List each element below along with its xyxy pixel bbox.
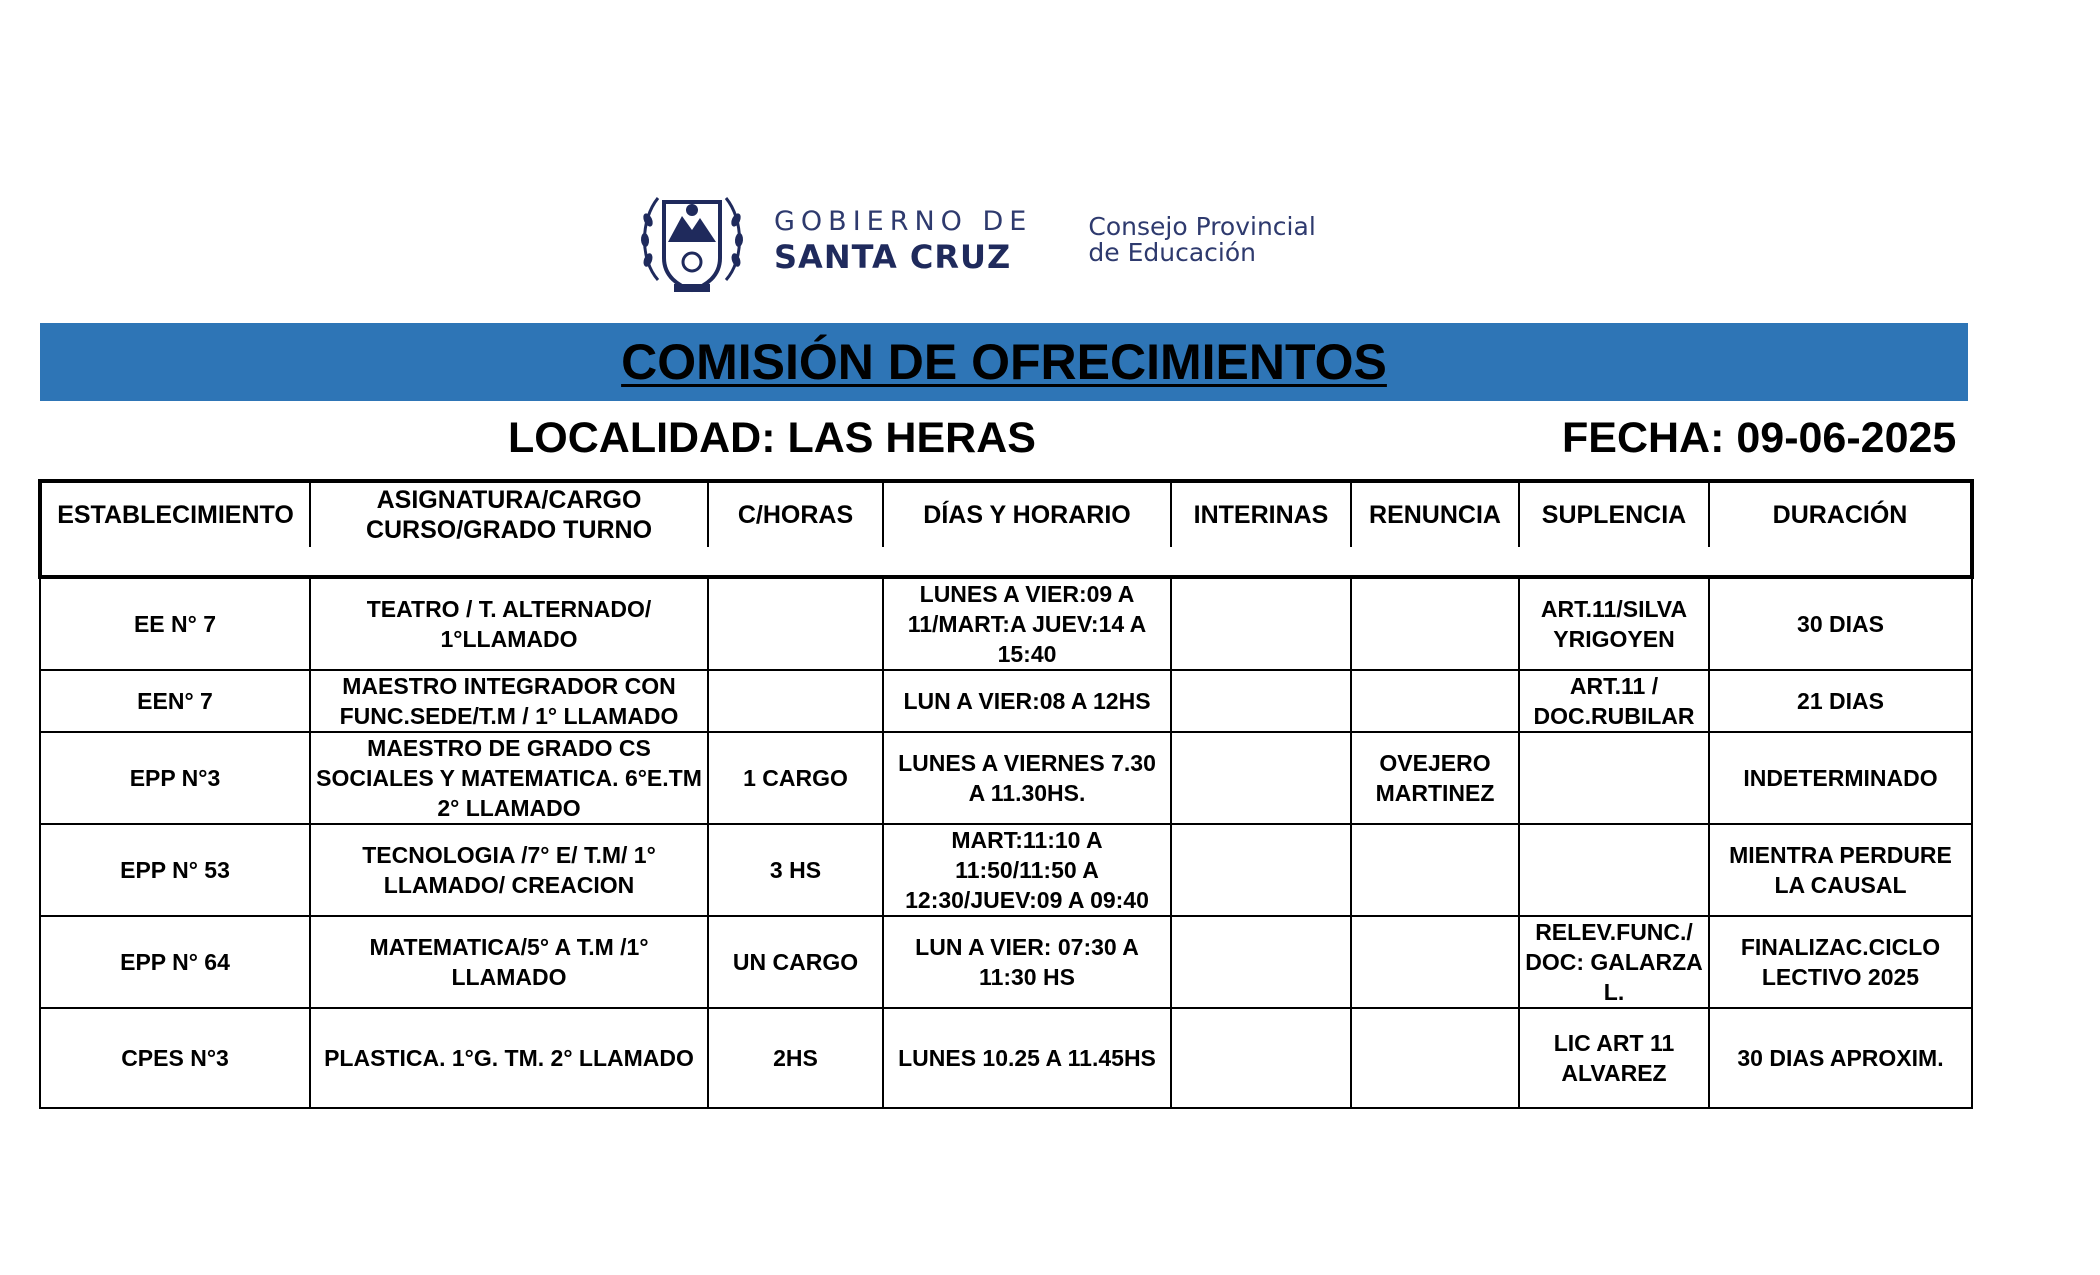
cell-establecimiento xyxy=(40,670,310,732)
cell-c-horas xyxy=(708,670,883,732)
cell-duracion xyxy=(1709,577,1972,670)
cell-text: 11:50/11:50 A xyxy=(955,857,1099,883)
cell-establecimiento xyxy=(40,916,310,1008)
header-text: CURSO/GRADO TURNO xyxy=(365,516,653,544)
cell-renuncia xyxy=(1351,670,1519,732)
date-label: FECHA: 09-06-2025 xyxy=(1562,414,1957,462)
cell-renuncia xyxy=(1351,1008,1519,1108)
header-spacer-cell xyxy=(1351,547,1519,577)
cell-duracion xyxy=(1709,732,1972,824)
cell-text: A 11.30HS. xyxy=(968,780,1086,806)
column-header-asignatura xyxy=(310,481,708,547)
cell-text: INDETERMINADO xyxy=(1743,765,1938,791)
cell-text: 15:40 xyxy=(997,641,1057,667)
cell-text: 11/MART:A JUEV:14 A xyxy=(907,611,1147,637)
cell-c-horas xyxy=(708,824,883,916)
cell-text: YRIGOYEN xyxy=(1553,626,1675,652)
header-spacer-cell xyxy=(1171,547,1351,577)
table-row xyxy=(40,916,1972,1008)
government-line-2: SANTA CRUZ xyxy=(774,237,1012,276)
cell-interinas xyxy=(1171,1008,1351,1108)
cell-asignatura xyxy=(310,916,708,1008)
cell-c-horas xyxy=(708,577,883,670)
government-line-1: GOBIERNO DE xyxy=(774,205,1033,237)
cell-suplencia xyxy=(1519,577,1709,670)
header-spacer-cell xyxy=(310,547,708,577)
cell-suplencia xyxy=(1519,824,1709,916)
cell-suplencia xyxy=(1519,1008,1709,1108)
table-header-row xyxy=(40,481,1972,547)
cell-asignatura xyxy=(310,732,708,824)
province-seal-icon xyxy=(638,180,746,300)
cell-text: LECTIVO 2025 xyxy=(1761,964,1920,990)
column-header-c-horas xyxy=(708,481,883,547)
cell-interinas xyxy=(1171,916,1351,1008)
cell-text: 11:30 HS xyxy=(979,964,1075,990)
table-row xyxy=(40,824,1972,916)
cell-text: LUN A VIER:08 A 12HS xyxy=(903,688,1151,714)
cell-asignatura xyxy=(310,577,708,670)
header-text: C/HORAS xyxy=(737,501,854,529)
column-header-interinas xyxy=(1171,481,1351,547)
cell-asignatura xyxy=(310,670,708,732)
cell-text: SOCIALES Y MATEMATICA. 6°E.TM xyxy=(316,765,702,791)
cell-text: 3 HS xyxy=(769,857,822,883)
column-header-duracion xyxy=(1709,481,1972,547)
header-text: RENUNCIA xyxy=(1369,501,1501,529)
cell-suplencia xyxy=(1519,670,1709,732)
cell-renuncia xyxy=(1351,824,1519,916)
cell-suplencia xyxy=(1519,732,1709,824)
table-row xyxy=(40,732,1972,824)
header-text: INTERINAS xyxy=(1193,501,1329,529)
cell-text: EPP N°3 xyxy=(129,765,221,791)
cell-c-horas xyxy=(708,916,883,1008)
cell-interinas xyxy=(1171,670,1351,732)
cell-text: LUNES 10.25 A 11.45HS xyxy=(898,1045,1156,1071)
cell-duracion xyxy=(1709,670,1972,732)
table-row xyxy=(40,577,1972,670)
header-spacer-cell xyxy=(1519,547,1709,577)
cell-interinas xyxy=(1171,732,1351,824)
cell-dias-horario xyxy=(883,824,1171,916)
cell-suplencia xyxy=(1519,916,1709,1008)
cell-text: ART.11/SILVA xyxy=(1540,596,1688,622)
header-spacer-cell xyxy=(40,547,310,577)
cell-dias-horario xyxy=(883,732,1171,824)
column-header-dias-horario xyxy=(883,481,1171,547)
header-logo-area xyxy=(638,180,1316,300)
header-text: ESTABLECIMIENTO xyxy=(57,501,294,529)
cell-text: 1°LLAMADO xyxy=(440,626,578,652)
cell-text: LLAMADO/ CREACION xyxy=(383,872,635,898)
cell-text: MATEMATICA/5° A T.M /1° xyxy=(369,934,649,960)
cell-duracion xyxy=(1709,916,1972,1008)
cell-text: MAESTRO INTEGRADOR CON xyxy=(342,673,676,699)
header-spacer-cell xyxy=(708,547,883,577)
cell-text: CPES N°3 xyxy=(121,1045,229,1071)
cell-text: 2° LLAMADO xyxy=(437,795,581,821)
cell-text: FUNC.SEDE/T.M / 1° LLAMADO xyxy=(339,703,679,729)
cell-text: 2HS xyxy=(773,1045,818,1071)
cell-text: 1 CARGO xyxy=(743,765,848,791)
cell-text: LA CAUSAL xyxy=(1774,872,1907,898)
cell-c-horas xyxy=(708,732,883,824)
cell-text: ALVAREZ xyxy=(1561,1060,1667,1086)
cell-text: EPP N° 64 xyxy=(120,949,230,975)
cell-establecimiento xyxy=(40,824,310,916)
header-text: SUPLENCIA xyxy=(1541,501,1687,529)
cell-renuncia xyxy=(1351,916,1519,1008)
cell-text: FINALIZAC.CICLO xyxy=(1740,934,1941,960)
cell-asignatura xyxy=(310,1008,708,1108)
cell-text: MAESTRO DE GRADO CS xyxy=(367,735,651,761)
cell-text: MARTINEZ xyxy=(1375,780,1495,806)
cell-establecimiento xyxy=(40,732,310,824)
offers-table xyxy=(38,479,1974,1109)
cell-text: 30 DIAS xyxy=(1797,611,1884,637)
cell-interinas xyxy=(1171,577,1351,670)
cell-text: LUN A VIER: 07:30 A xyxy=(915,934,1139,960)
header-spacer-cell xyxy=(1709,547,1972,577)
cell-duracion xyxy=(1709,1008,1972,1108)
cell-text: EE N° 7 xyxy=(133,611,217,637)
cell-text: DOC: GALARZA xyxy=(1525,949,1703,975)
cell-establecimiento xyxy=(40,1008,310,1108)
cell-text: LUNES A VIERNES 7.30 xyxy=(898,750,1156,776)
cell-text: 30 DIAS APROXIM. xyxy=(1737,1045,1944,1071)
cell-text: LLAMADO xyxy=(451,964,567,990)
government-name xyxy=(774,205,1033,276)
cell-renuncia xyxy=(1351,732,1519,824)
council-line-1: Consejo Provincial xyxy=(1088,211,1316,241)
cell-dias-horario xyxy=(883,1008,1171,1108)
page-title: COMISIÓN DE OFRECIMIENTOS xyxy=(621,334,1387,390)
cell-text: OVEJERO xyxy=(1379,750,1491,776)
cell-dias-horario xyxy=(883,916,1171,1008)
cell-text: RELEV.FUNC./ xyxy=(1535,919,1693,945)
cell-text: LUNES A VIER:09 A xyxy=(919,581,1135,607)
cell-text: EEN° 7 xyxy=(137,688,213,714)
column-header-establecimiento xyxy=(40,481,310,547)
cell-text: EPP N° 53 xyxy=(120,857,230,883)
table-row xyxy=(40,670,1972,732)
header-spacer-cell xyxy=(883,547,1171,577)
cell-text: TECNOLOGIA /7° E/ T.M/ 1° xyxy=(362,842,656,868)
cell-text: TEATRO / T. ALTERNADO/ xyxy=(366,596,652,622)
title-banner xyxy=(40,323,1968,401)
table-row xyxy=(40,1008,1972,1108)
cell-interinas xyxy=(1171,824,1351,916)
cell-establecimiento xyxy=(40,577,310,670)
column-header-renuncia xyxy=(1351,481,1519,547)
cell-c-horas xyxy=(708,1008,883,1108)
locality-label: LOCALIDAD: LAS HERAS xyxy=(508,414,1036,462)
cell-asignatura xyxy=(310,824,708,916)
header-text: DÍAS Y HORARIO xyxy=(923,501,1131,529)
cell-dias-horario xyxy=(883,670,1171,732)
council-line-2: de Educación xyxy=(1088,238,1256,267)
cell-text: LIC ART 11 xyxy=(1553,1030,1675,1056)
cell-duracion xyxy=(1709,824,1972,916)
cell-text: 21 DIAS xyxy=(1797,688,1884,714)
cell-renuncia xyxy=(1351,577,1519,670)
cell-text: 12:30/JUEV:09 A 09:40 xyxy=(905,887,1149,913)
cell-text: ART.11 / xyxy=(1569,673,1659,699)
cell-text: DOC.RUBILAR xyxy=(1533,703,1695,729)
table-header-spacer xyxy=(40,547,1972,577)
cell-text: PLASTICA. 1°G. TM. 2° LLAMADO xyxy=(324,1045,694,1071)
column-header-suplencia xyxy=(1519,481,1709,547)
council-name xyxy=(1088,211,1316,267)
cell-text: MIENTRA PERDURE xyxy=(1729,842,1952,868)
header-text: ASIGNATURA/CARGO xyxy=(376,486,642,514)
cell-text: UN CARGO xyxy=(732,949,859,975)
cell-text: L. xyxy=(1603,979,1625,1005)
cell-text: MART:11:10 A xyxy=(951,827,1103,853)
cell-dias-horario xyxy=(883,577,1171,670)
header-text: DURACIÓN xyxy=(1772,501,1908,529)
